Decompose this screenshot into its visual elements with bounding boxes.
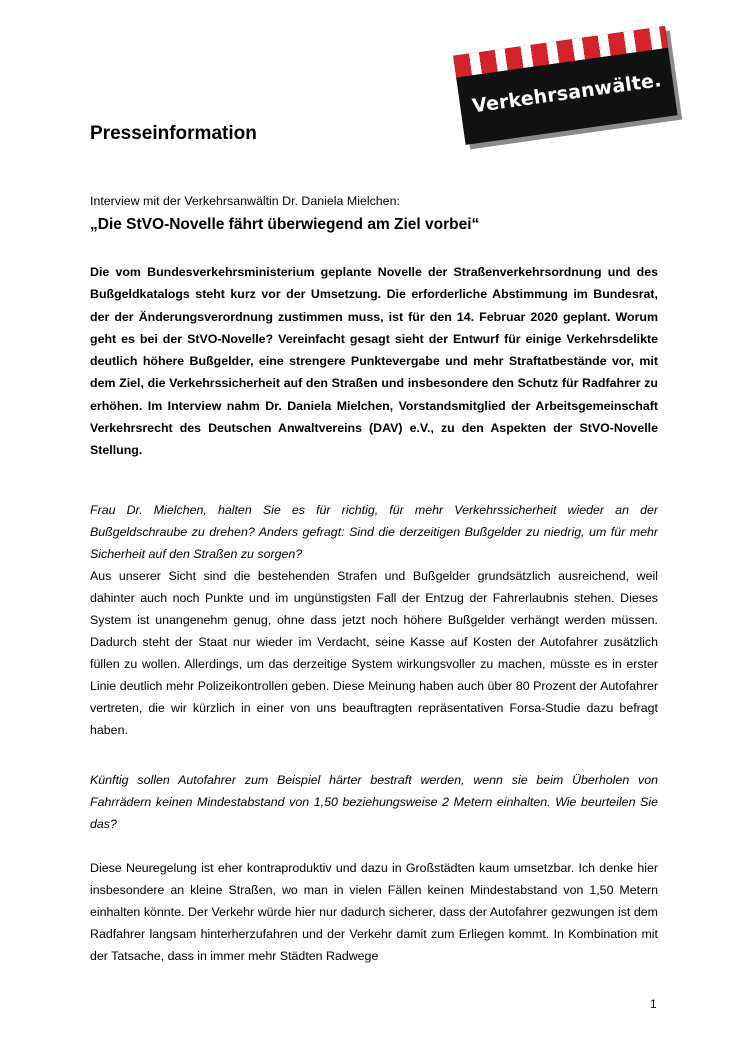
logo-text: Verkehrsanwälte. (470, 69, 663, 118)
answer-1: Aus unserer Sicht sind die bestehenden Strafen und Bußgelder grundsätzlich ausreichend, weil dahinter auch noch Punkte und im ungünstigsten Fall der Entzug der Fahrerlaubnis stehen. Dieses System ist unangenehm genug, ohne dass jetzt noch höhere Bußgelder verhängt werden müssen. Dadurch steht der Staat nur wieder im Verdacht, seine Kasse auf Kosten der Autofahrer zusätzlich füllen zu wollen. Allerdings, um das derzeitige System wirkungsvoller zu machen, müsste es in erster Linie deutlich mehr Polizeikontrollen geben. Diese Meinung haben auch über 80 Prozent der Autofahrer vertreten, die wir kürzlich in einer von uns beauftragten repräsentativen Forsa-Studie dazu befragt haben. (90, 569, 658, 737)
verkehrsanwaelte-logo (453, 25, 685, 155)
page-number: 1 (650, 997, 657, 1011)
answer-2: Diese Neuregelung ist eher kontraproduktiv und dazu in Großstädten kaum umsetzbar. Ich denke hier insbesondere an kleine Straßen, wo man in vielen Fällen keinen Mindestabstand von 1,50 Metern einhalten könnte. Der Verkehr würde hier nur dadurch sicherer, dass der Autofahrer gezwungen ist dem Radfahrer langsam hinterherzufahren und der Verkehr damit zum Erliegen kommt. In Kombination mit der Tatsache, dass in immer mehr Städten Radwege (90, 861, 658, 963)
question-2: Künftig sollen Autofahrer zum Beispiel härter bestraft werden, wenn sie beim Überholen von Fahrrädern keinen Mindestabstand von 1,50 beziehungsweise 2 Metern einhalten. Wie beurteilen Sie das? (90, 773, 658, 831)
lead-paragraph: Die vom Bundesverkehrsministerium geplante Novelle der Straßenverkehrsordnung und des Bußgeldkatalogs steht kurz vor der Umsetzung. Die erforderliche Abstimmung im Bundesrat, der der Änderungsverordnung zustimmen muss, ist für den 14. Februar 2020 geplant. Worum geht es bei der StVO-Novelle? Vereinfacht gesagt sieht der Entwurf für einige Verkehrsdelikte deutlich höhere Bußgelder, eine strengere Punktevergabe und mehr Straftatbestände vor, mit dem Ziel, die Verkehrssicherheit auf den Straßen und insbesondere den Schutz für Radfahrer zu erhöhen. Im Interview nahm Dr. Daniela Mielchen, Vorstandsmitglied der Arbeitsgemeinschaft Verkehrsrecht des Deutschen Anwaltvereins (DAV) e.V., zu den Aspekten der StVO-Novelle Stellung. (90, 265, 658, 458)
question-1: Frau Dr. Mielchen, halten Sie es für richtig, für mehr Verkehrssicherheit wieder an der Bußgeldschraube zu drehen? Anders gefragt: Sind die derzeitigen Bußgelder zu niedrig, um für mehr Sicherheit auf den Straßen zu sorgen? (90, 503, 658, 561)
interview-intro: Interview mit der Verkehrsanwältin Dr. Daniela Mielchen: (90, 194, 400, 208)
interview-title: „Die StVO-Novelle fährt überwiegend am Ziel vorbei“ (90, 216, 480, 233)
logo-badge (453, 26, 677, 145)
page-heading: Presseinformation (90, 123, 257, 144)
